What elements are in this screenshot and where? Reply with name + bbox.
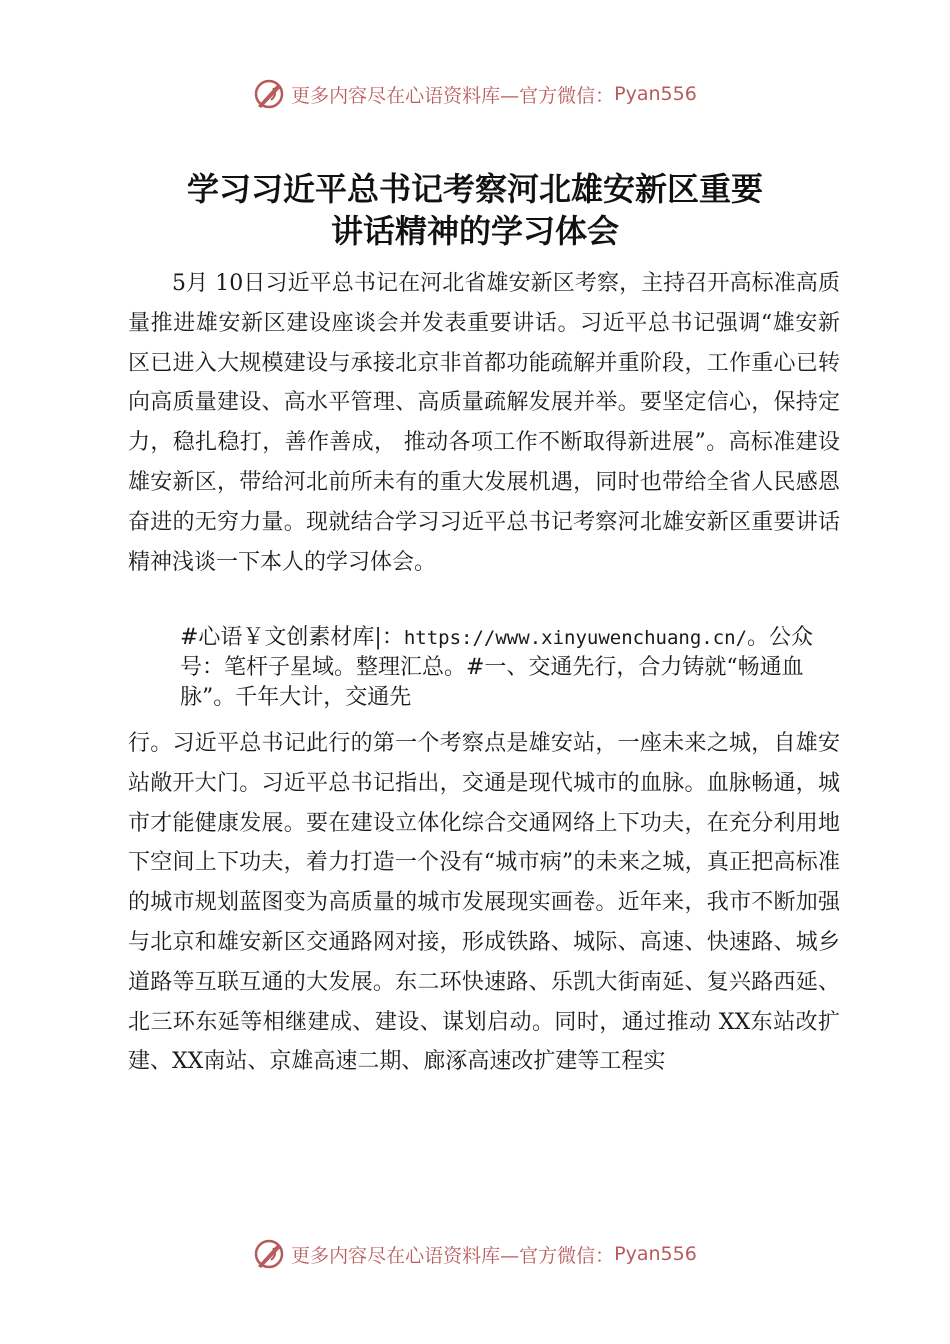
document-title (0, 168, 950, 252)
tag-url: https://www.xinyuwenchuang.cn/ (403, 627, 748, 649)
pen-circle-icon (253, 78, 285, 110)
source-tag (180, 623, 840, 713)
pen-circle-icon (253, 1238, 285, 1270)
body-paragraph-2: 行。习近平总书记此行的第一个考察点是雄安站，一座未来之城，自雄安站敞开大门。习近平总书记指出，交通是现代城市的血脉。血脉畅通，城市才能健康发展。要在建设立体化综合交通网络上下功夫，在充分利用地下空间上下功夫，着力打造一个没有“城市病”的未来之城，真正把高标准的城市规划蓝图变为高质量的城市发展现实画卷。近年来，我市不断加强与北京和雄安新区交通路网对接，形成铁路、城际、高速、快速路、城乡道路等互联互通的大发展。东二环快速路、乐凯大街南延、复兴路西延、北三环东延等相继建成、建设、谋划启动。同时，通过推动 XX东站改扩建、XX南站、京雄高速二期、廊涿高速改扩建等工程实 (128, 731, 840, 1075)
body-paragraph-1: 5月 10日习近平总书记在河北省雄安新区考察，主持召开高标准高质量推进雄安新区建设座谈会并发表重要讲话。习近平总书记强调“雄安新区已进入大规模建设与承接北京非首都功能疏解并重阶段，工作重心已转向高质量建设、高水平管理、高质量疏解发展并举。要坚定信心，保持定力，稳扎稳打，善作善成， 推动各项工作不断取得新进展”。高标准建设雄安新区，带给河北前所未有的重大发展机遇，同时也带给全省人民感恩奋进的无穷力量。现就结合学习习近平总书记考察河北雄安新区重要讲话精神浅谈一下本人的学习体会。 (128, 271, 840, 575)
title-line-2: 讲话精神的学习体会 (330, 212, 619, 250)
tag-rest: 。公众号：笔杆子星域。整理汇总。#一、交通先行，合力铸就“畅通血脉”。千年大计，交通先 (180, 625, 814, 710)
footer-banner-wechat-id: Pyan556 (614, 1243, 697, 1265)
title-line-1: 学习习近平总书记考察河北雄安新区重要 (186, 170, 763, 208)
footer-banner (0, 1234, 950, 1274)
footer-banner-text: 更多内容尽在心语资料库—官方微信： (291, 1244, 615, 1267)
banner-wechat-id: Pyan556 (614, 83, 697, 105)
header-banner (0, 74, 950, 114)
banner-text: 更多内容尽在心语资料库—官方微信： (291, 84, 615, 107)
tag-prefix: #心语￥文创素材库|： (180, 625, 404, 650)
